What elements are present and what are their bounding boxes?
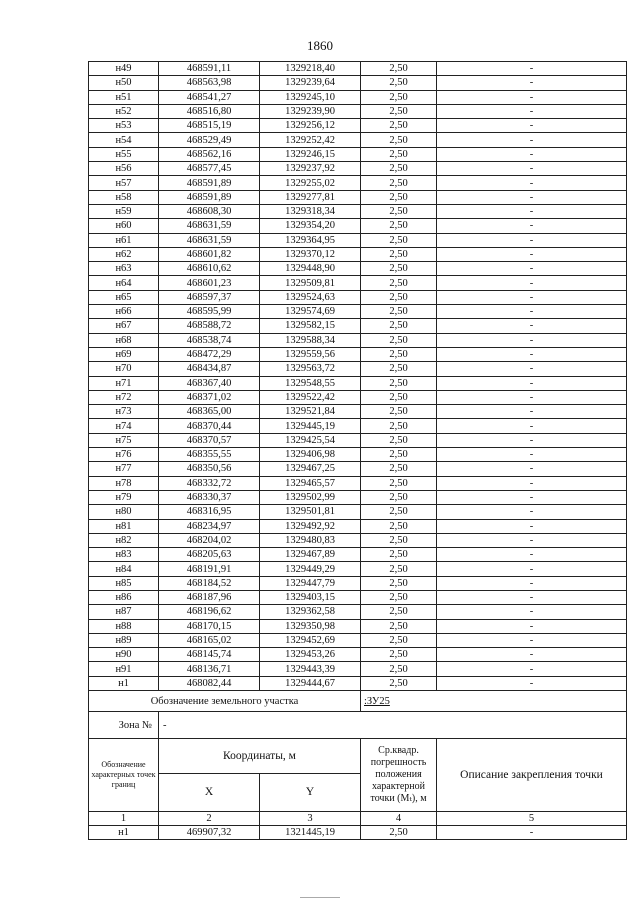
point-x: 469907,32	[159, 826, 260, 840]
point-y: 1329559,56	[260, 347, 361, 361]
table-row	[89, 590, 627, 604]
point-description: -	[437, 505, 627, 519]
point-x: 468370,57	[159, 433, 260, 447]
table-row	[89, 133, 627, 147]
point-accuracy: 2,50	[361, 262, 437, 276]
point-description: -	[437, 548, 627, 562]
point-id: н69	[89, 347, 159, 361]
point-y: 1329255,02	[260, 176, 361, 190]
point-description: -	[437, 76, 627, 90]
point-accuracy: 2,50	[361, 119, 437, 133]
point-id: н90	[89, 648, 159, 662]
index-cell: 3	[260, 812, 361, 826]
point-accuracy: 2,50	[361, 390, 437, 404]
point-x: 468577,45	[159, 162, 260, 176]
point-y: 1329480,83	[260, 533, 361, 547]
point-x: 468541,27	[159, 90, 260, 104]
point-x: 468595,99	[159, 305, 260, 319]
point-description: -	[437, 190, 627, 204]
point-accuracy: 2,50	[361, 319, 437, 333]
point-x: 468563,98	[159, 76, 260, 90]
point-y: 1329563,72	[260, 362, 361, 376]
point-description: -	[437, 576, 627, 590]
point-x: 468538,74	[159, 333, 260, 347]
point-accuracy: 2,50	[361, 90, 437, 104]
point-y: 1329492,92	[260, 519, 361, 533]
point-description: -	[437, 619, 627, 633]
point-accuracy: 2,50	[361, 104, 437, 118]
point-x: 468371,02	[159, 390, 260, 404]
point-description: -	[437, 462, 627, 476]
index-cell: 5	[437, 812, 627, 826]
point-accuracy: 2,50	[361, 147, 437, 161]
point-y: 1321445,19	[260, 826, 361, 840]
point-description: -	[437, 490, 627, 504]
point-x: 468516,80	[159, 104, 260, 118]
point-description: -	[437, 376, 627, 390]
table-row	[89, 390, 627, 404]
point-description: -	[437, 519, 627, 533]
point-x: 468610,62	[159, 262, 260, 276]
point-y: 1329246,15	[260, 147, 361, 161]
point-accuracy: 2,50	[361, 347, 437, 361]
point-description: -	[437, 219, 627, 233]
point-accuracy: 2,50	[361, 519, 437, 533]
point-accuracy: 2,50	[361, 419, 437, 433]
point-id: н71	[89, 376, 159, 390]
point-id: н56	[89, 162, 159, 176]
point-y: 1329548,55	[260, 376, 361, 390]
point-x: 468365,00	[159, 405, 260, 419]
table-row	[89, 190, 627, 204]
zone-value: -	[159, 712, 627, 739]
parcel-value: :ЗУ25	[361, 691, 627, 712]
point-y: 1329403,15	[260, 590, 361, 604]
point-id: н74	[89, 419, 159, 433]
point-id: н84	[89, 562, 159, 576]
point-description: -	[437, 133, 627, 147]
point-x: 468196,62	[159, 605, 260, 619]
point-accuracy: 2,50	[361, 676, 437, 690]
point-x: 468191,91	[159, 562, 260, 576]
point-id: н1	[89, 826, 159, 840]
point-id: н89	[89, 633, 159, 647]
point-accuracy: 2,50	[361, 290, 437, 304]
table-row	[89, 147, 627, 161]
point-y: 1329522,42	[260, 390, 361, 404]
point-x: 468631,59	[159, 219, 260, 233]
point-y: 1329447,79	[260, 576, 361, 590]
point-description: -	[437, 590, 627, 604]
point-accuracy: 2,50	[361, 76, 437, 90]
point-x: 468562,16	[159, 147, 260, 161]
point-id: н52	[89, 104, 159, 118]
point-accuracy: 2,50	[361, 219, 437, 233]
point-accuracy: 2,50	[361, 133, 437, 147]
point-y: 1329509,81	[260, 276, 361, 290]
table-row	[89, 262, 627, 276]
index-cell: 1	[89, 812, 159, 826]
point-id: н58	[89, 190, 159, 204]
point-x: 468350,56	[159, 462, 260, 476]
table-row	[89, 419, 627, 433]
point-y: 1329425,54	[260, 433, 361, 447]
point-id: н80	[89, 505, 159, 519]
point-accuracy: 2,50	[361, 190, 437, 204]
point-y: 1329467,89	[260, 548, 361, 562]
point-x: 468184,52	[159, 576, 260, 590]
point-x: 468332,72	[159, 476, 260, 490]
point-accuracy: 2,50	[361, 305, 437, 319]
point-accuracy: 2,50	[361, 648, 437, 662]
point-id: н73	[89, 405, 159, 419]
point-y: 1329467,25	[260, 462, 361, 476]
table-row	[89, 548, 627, 562]
point-description: -	[437, 147, 627, 161]
point-y: 1329256,12	[260, 119, 361, 133]
point-id: н66	[89, 305, 159, 319]
point-accuracy: 2,50	[361, 462, 437, 476]
index-cell: 2	[159, 812, 260, 826]
point-id: н53	[89, 119, 159, 133]
point-y: 1329524,63	[260, 290, 361, 304]
point-x: 468434,87	[159, 362, 260, 376]
point-x: 468588,72	[159, 319, 260, 333]
point-x: 468187,96	[159, 590, 260, 604]
table-row	[89, 362, 627, 376]
point-accuracy: 2,50	[361, 162, 437, 176]
point-description: -	[437, 433, 627, 447]
table-row	[89, 505, 627, 519]
coordinates-table	[88, 61, 627, 840]
table-row	[89, 619, 627, 633]
point-description: -	[437, 347, 627, 361]
point-description: -	[437, 419, 627, 433]
point-x: 468591,11	[159, 62, 260, 76]
point-x: 468515,19	[159, 119, 260, 133]
point-x: 468529,49	[159, 133, 260, 147]
point-accuracy: 2,50	[361, 633, 437, 647]
point-y: 1329582,15	[260, 319, 361, 333]
point-x: 468370,44	[159, 419, 260, 433]
point-accuracy: 2,50	[361, 826, 437, 840]
table-row	[89, 219, 627, 233]
table-row	[89, 305, 627, 319]
point-id: н60	[89, 219, 159, 233]
point-id: н78	[89, 476, 159, 490]
point-accuracy: 2,50	[361, 548, 437, 562]
point-x: 468330,37	[159, 490, 260, 504]
point-id: н54	[89, 133, 159, 147]
point-id: н59	[89, 204, 159, 218]
table-row	[89, 533, 627, 547]
point-y: 1329239,64	[260, 76, 361, 90]
point-accuracy: 2,50	[361, 362, 437, 376]
point-x: 468145,74	[159, 648, 260, 662]
point-description: -	[437, 262, 627, 276]
point-x: 468608,30	[159, 204, 260, 218]
point-description: -	[437, 662, 627, 676]
table-row	[89, 648, 627, 662]
point-description: -	[437, 676, 627, 690]
table-row	[89, 204, 627, 218]
point-accuracy: 2,50	[361, 562, 437, 576]
point-description: -	[437, 333, 627, 347]
point-description: -	[437, 204, 627, 218]
header-point-designation: Обозначение характерных точек границ	[89, 739, 159, 812]
point-description: -	[437, 476, 627, 490]
table-row	[89, 376, 627, 390]
point-x: 468631,59	[159, 233, 260, 247]
point-x: 468136,71	[159, 662, 260, 676]
point-id: н70	[89, 362, 159, 376]
scan-artifacts	[0, 893, 640, 903]
table-row	[89, 576, 627, 590]
point-accuracy: 2,50	[361, 662, 437, 676]
point-x: 468170,15	[159, 619, 260, 633]
point-id: н87	[89, 605, 159, 619]
point-id: н91	[89, 662, 159, 676]
point-description: -	[437, 448, 627, 462]
point-x: 468165,02	[159, 633, 260, 647]
point-description: -	[437, 62, 627, 76]
point-accuracy: 2,50	[361, 62, 437, 76]
table-row	[89, 633, 627, 647]
table-row	[89, 290, 627, 304]
point-x: 468591,89	[159, 176, 260, 190]
table-row	[89, 233, 627, 247]
point-y: 1329354,20	[260, 219, 361, 233]
point-description: -	[437, 247, 627, 261]
point-description: -	[437, 104, 627, 118]
point-description: -	[437, 648, 627, 662]
point-x: 468234,97	[159, 519, 260, 533]
point-description: -	[437, 405, 627, 419]
point-accuracy: 2,50	[361, 490, 437, 504]
table-row	[89, 319, 627, 333]
point-id: н64	[89, 276, 159, 290]
point-id: н83	[89, 548, 159, 562]
point-accuracy: 2,50	[361, 204, 437, 218]
point-y: 1329453,26	[260, 648, 361, 662]
point-accuracy: 2,50	[361, 476, 437, 490]
point-id: н72	[89, 390, 159, 404]
point-description: -	[437, 533, 627, 547]
point-description: -	[437, 176, 627, 190]
point-accuracy: 2,50	[361, 605, 437, 619]
point-x: 468367,40	[159, 376, 260, 390]
table-row	[89, 562, 627, 576]
point-id: н68	[89, 333, 159, 347]
point-description: -	[437, 119, 627, 133]
point-y: 1329444,67	[260, 676, 361, 690]
point-x: 468472,29	[159, 347, 260, 361]
point-description: -	[437, 362, 627, 376]
point-y: 1329362,58	[260, 605, 361, 619]
point-accuracy: 2,50	[361, 590, 437, 604]
header-accuracy: Ср.квадр. погрешность положения характерной точки (Мₜ), м	[361, 739, 437, 812]
table-row	[89, 62, 627, 76]
table-row	[89, 162, 627, 176]
point-y: 1329364,95	[260, 233, 361, 247]
table-row	[89, 247, 627, 261]
point-y: 1329448,90	[260, 262, 361, 276]
point-x: 468204,02	[159, 533, 260, 547]
point-x: 468591,89	[159, 190, 260, 204]
table-row	[89, 104, 627, 118]
point-y: 1329501,81	[260, 505, 361, 519]
point-x: 468205,63	[159, 548, 260, 562]
point-y: 1329574,69	[260, 305, 361, 319]
header-x: X	[159, 774, 260, 812]
point-description: -	[437, 276, 627, 290]
table-row	[89, 476, 627, 490]
table-row	[89, 448, 627, 462]
point-id: н65	[89, 290, 159, 304]
point-y: 1329237,92	[260, 162, 361, 176]
point-description: -	[437, 605, 627, 619]
table-row	[89, 405, 627, 419]
point-id: н57	[89, 176, 159, 190]
table-row	[89, 462, 627, 476]
point-y: 1329502,99	[260, 490, 361, 504]
point-accuracy: 2,50	[361, 333, 437, 347]
parcel-label: Обозначение земельного участка	[89, 691, 361, 712]
point-id: н75	[89, 433, 159, 447]
point-id: н82	[89, 533, 159, 547]
point-id: н67	[89, 319, 159, 333]
table-row	[89, 276, 627, 290]
point-accuracy: 2,50	[361, 376, 437, 390]
point-y: 1329277,81	[260, 190, 361, 204]
point-y: 1329370,12	[260, 247, 361, 261]
page-number: 1860	[307, 38, 333, 53]
point-y: 1329443,39	[260, 662, 361, 676]
table-row	[89, 676, 627, 690]
table-row	[89, 90, 627, 104]
point-y: 1329350,98	[260, 619, 361, 633]
point-accuracy: 2,50	[361, 533, 437, 547]
point-accuracy: 2,50	[361, 448, 437, 462]
index-cell: 4	[361, 812, 437, 826]
point-description: -	[437, 305, 627, 319]
point-x: 468316,95	[159, 505, 260, 519]
point-y: 1329465,57	[260, 476, 361, 490]
point-y: 1329318,34	[260, 204, 361, 218]
point-description: -	[437, 826, 627, 840]
header-y: Y	[260, 774, 361, 812]
zone-label: Зона №	[89, 712, 159, 739]
point-description: -	[437, 390, 627, 404]
point-x: 468355,55	[159, 448, 260, 462]
point-id: н61	[89, 233, 159, 247]
point-y: 1329245,10	[260, 90, 361, 104]
point-accuracy: 2,50	[361, 276, 437, 290]
table-row	[89, 176, 627, 190]
point-y: 1329218,40	[260, 62, 361, 76]
point-id: н88	[89, 619, 159, 633]
point-accuracy: 2,50	[361, 576, 437, 590]
table-row	[89, 490, 627, 504]
point-y: 1329252,42	[260, 133, 361, 147]
point-y: 1329452,69	[260, 633, 361, 647]
header-description: Описание закрепления точки	[437, 739, 627, 812]
point-accuracy: 2,50	[361, 505, 437, 519]
point-id: н79	[89, 490, 159, 504]
point-description: -	[437, 633, 627, 647]
point-description: -	[437, 233, 627, 247]
table-row	[89, 119, 627, 133]
point-id: н1	[89, 676, 159, 690]
point-id: н63	[89, 262, 159, 276]
point-id: н49	[89, 62, 159, 76]
table-row	[89, 433, 627, 447]
point-y: 1329239,90	[260, 104, 361, 118]
point-id: н62	[89, 247, 159, 261]
point-x: 468597,37	[159, 290, 260, 304]
point-accuracy: 2,50	[361, 176, 437, 190]
point-y: 1329445,19	[260, 419, 361, 433]
point-accuracy: 2,50	[361, 433, 437, 447]
point-id: н51	[89, 90, 159, 104]
point-x: 468601,82	[159, 247, 260, 261]
table-row	[89, 333, 627, 347]
point-y: 1329588,34	[260, 333, 361, 347]
point-accuracy: 2,50	[361, 247, 437, 261]
point-id: н86	[89, 590, 159, 604]
point-x: 468082,44	[159, 676, 260, 690]
point-id: н85	[89, 576, 159, 590]
table-row	[89, 347, 627, 361]
point-description: -	[437, 90, 627, 104]
point-description: -	[437, 562, 627, 576]
point-accuracy: 2,50	[361, 405, 437, 419]
point-y: 1329406,98	[260, 448, 361, 462]
header-coordinates: Координаты, м	[159, 739, 361, 774]
point-description: -	[437, 162, 627, 176]
point-description: -	[437, 290, 627, 304]
point-id: н77	[89, 462, 159, 476]
point-id: н76	[89, 448, 159, 462]
point-accuracy: 2,50	[361, 619, 437, 633]
point-y: 1329449,29	[260, 562, 361, 576]
table-row	[89, 519, 627, 533]
point-description: -	[437, 319, 627, 333]
point-id: н50	[89, 76, 159, 90]
point-y: 1329521,84	[260, 405, 361, 419]
point-x: 468601,23	[159, 276, 260, 290]
point-id: н81	[89, 519, 159, 533]
table-row	[89, 662, 627, 676]
point-id: н55	[89, 147, 159, 161]
table-row	[89, 76, 627, 90]
table-row	[89, 605, 627, 619]
coordinates-rows	[89, 62, 627, 691]
point-accuracy: 2,50	[361, 233, 437, 247]
